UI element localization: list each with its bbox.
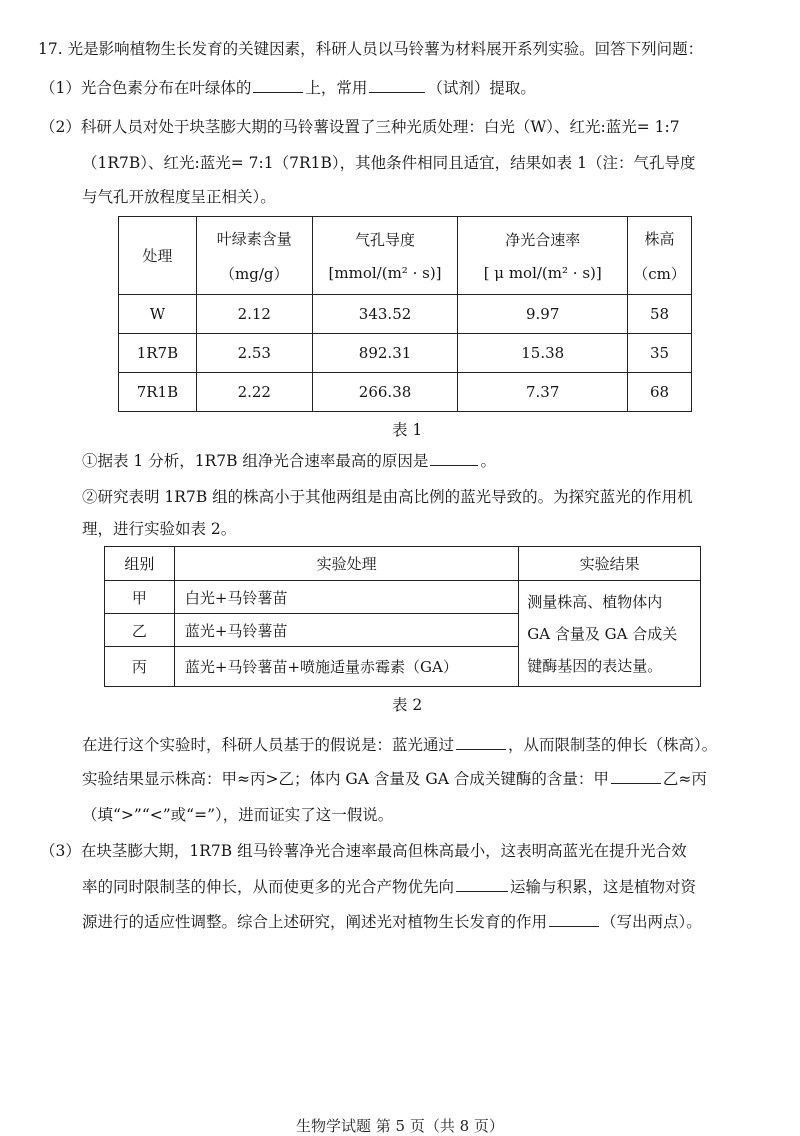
sub-question-2-line-2: 理，进行实验如表 2。: [82, 520, 237, 538]
table-1-cell: 2.22: [196, 373, 312, 412]
result-line: [82, 768, 707, 790]
hyp-text-c: 实验结果显示株高：甲≈丙>乙；体内 GA 含量及 GA 合成关键酶的含量：甲: [82, 770, 609, 788]
table-1-cell: 2.12: [196, 295, 312, 334]
table-1-cell: 15.38: [458, 334, 628, 373]
table-2: [104, 546, 701, 687]
table-2-header-cell: 实验处理: [174, 547, 518, 581]
table-1-cell: 2.53: [196, 334, 312, 373]
q3-text-2a: 率的同时限制茎的伸长，从而使更多的光合产物优先向: [82, 878, 455, 896]
table-1-header-cell: 净光合速率 [ μ mol/(m² · s)]: [458, 217, 628, 295]
sub-question-2-line-1: ②研究表明 1R7B 组的株高小于其他两组是由高比例的蓝光导致的。为探究蓝光的作用机: [82, 488, 693, 506]
table-1-header-row: [119, 217, 692, 295]
table-1-cell: 343.52: [312, 295, 458, 334]
hyp-text-d: 乙≈丙: [662, 770, 707, 788]
answer-blank-5[interactable]: [611, 769, 661, 784]
table-2-header-cell: 组别: [105, 547, 175, 581]
page-footer: 生物学试题 第 5 页（共 8 页）: [296, 1117, 504, 1135]
table-1-row: [119, 373, 692, 412]
table-1-cell: 58: [628, 295, 692, 334]
table-1-header-cell: 叶绿素含量 （mg/g）: [196, 217, 312, 295]
table-2-cell: 蓝光+马铃薯苗+喷施适量赤霉素（GA）: [174, 647, 518, 687]
sub1-text-b: 。: [480, 452, 496, 470]
table-2-header-cell: 实验结果: [519, 547, 701, 581]
table-1-cell: 1R7B: [119, 334, 197, 373]
answer-blank-4[interactable]: [456, 735, 506, 750]
question-2-line-3: 与气孔开放程度呈正相关）。: [82, 188, 276, 206]
table-1-row: [119, 334, 692, 373]
table-1-header-cell: 处理: [119, 217, 197, 295]
table-1-cell: 9.97: [458, 295, 628, 334]
answer-blank-3[interactable]: [430, 451, 478, 466]
table-2-cell: 乙: [105, 614, 175, 647]
q1-text-b: 上，常用: [305, 79, 368, 97]
hypothesis-line: [82, 734, 717, 756]
table-2-row: [105, 581, 701, 614]
question-1: [40, 77, 536, 99]
table-1-cell: 7R1B: [119, 373, 197, 412]
table-1-cell: 7.37: [458, 373, 628, 412]
table-1-row: [119, 295, 692, 334]
question-2-line-1: （2）科研人员对处于块茎膨大期的马铃薯设置了三种光质处理：白光（W）、红光:蓝光= 1:7: [40, 118, 680, 136]
answer-blank-1[interactable]: [253, 78, 303, 93]
table-1-header-cell: 气孔导度 [mmol/(m² · s)]: [312, 217, 458, 295]
q3-text-2b: 运输与积累，这是植物对资: [510, 878, 697, 896]
hyp-text-b: ，从而限制茎的伸长（株高）。: [508, 736, 718, 754]
table-2-cell: 甲: [105, 581, 175, 614]
question-3-line-1: （3）在块茎膨大期，1R7B 组马铃薯净光合速率最高但株高最小，这表明高蓝光在提升光合效: [40, 842, 687, 860]
question-17-intro: 17. 光是影响植物生长发育的关键因素，科研人员以马铃薯为材料展开系列实验。回答下列问题：: [38, 40, 704, 58]
answer-blank-7[interactable]: [549, 912, 599, 927]
table-2-cell: 丙: [105, 647, 175, 687]
table-1: [118, 216, 692, 412]
table-2-caption: 表 2: [392, 696, 423, 714]
table-1-cell: W: [119, 295, 197, 334]
table-2-header-row: [105, 547, 701, 581]
hyp-text-a: 在进行这个实验时，科研人员基于的假说是：蓝光通过: [82, 736, 455, 754]
question-3-line-2: [82, 876, 696, 898]
q1-text-c: （试剂）提取。: [427, 79, 536, 97]
table-1-cell: 35: [628, 334, 692, 373]
table-2-cell: 白光+马铃薯苗: [174, 581, 518, 614]
answer-blank-6[interactable]: [456, 877, 508, 892]
answer-blank-2[interactable]: [369, 78, 425, 93]
question-3-line-3: [82, 911, 702, 933]
table-1-cell: 892.31: [312, 334, 458, 373]
q1-text-a: （1）光合色素分布在叶绿体的: [40, 79, 252, 97]
table-1-caption: 表 1: [392, 421, 423, 439]
sub1-text-a: ①据表 1 分析，1R7B 组净光合速率最高的原因是: [82, 452, 429, 470]
table-1-cell: 68: [628, 373, 692, 412]
fill-hint-line: （填“>”“<”或“=”），进而证实了这一假说。: [82, 806, 394, 824]
q3-text-3a: 源进行的适应性调整。综合上述研究，阐述光对植物生长发育的作用: [82, 913, 548, 931]
table-2-cell: 蓝光+马铃薯苗: [174, 614, 518, 647]
table-1-header-cell: 株高 （cm）: [628, 217, 692, 295]
table-2-result-cell: 测量株高、植物体内 GA 含量及 GA 合成关 键酶基因的表达量。: [519, 581, 701, 687]
table-1-cell: 266.38: [312, 373, 458, 412]
q3-text-3b: （写出两点）。: [601, 913, 702, 931]
sub-question-1: [82, 450, 496, 472]
question-2-line-2: （1R7B）、红光:蓝光= 7:1（7R1B），其他条件相同且适宜，结果如表 1（注：气孔导度: [82, 154, 696, 172]
